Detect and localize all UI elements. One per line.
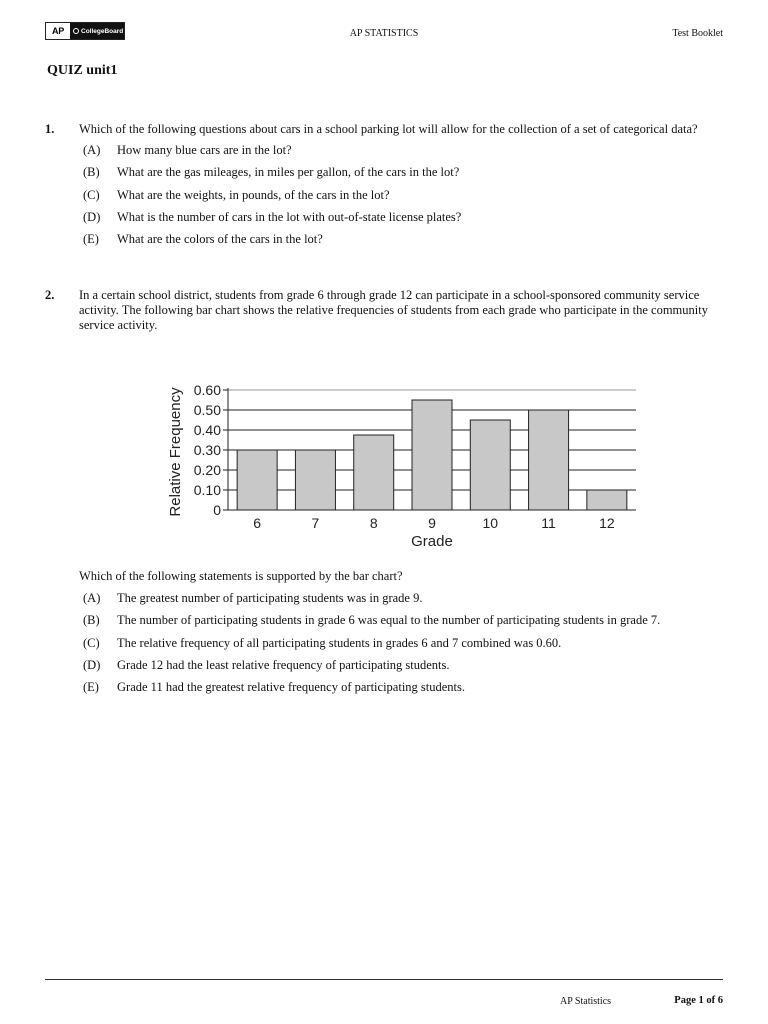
header-booklet-label: Test Booklet — [672, 28, 723, 39]
option-text: The number of participating students in grade 6 was equal to the number of participating students in grade 7. — [117, 613, 661, 628]
option-b[interactable] — [83, 613, 660, 635]
bar-chart-svg — [160, 372, 650, 554]
option-b[interactable] — [83, 165, 725, 187]
option-letter: (C) — [83, 187, 100, 202]
option-a[interactable] — [83, 143, 725, 165]
question-text: In a certain school district, students from grade 6 through grade 12 can participate in a school-sponsored community service activity. The following bar chart shows the relative frequencies of students from each grade who participate in the community service activity. — [79, 288, 708, 332]
y-tick-label: 0.30 — [193, 442, 221, 458]
option-text: Grade 11 had the greatest relative frequency of participating students. — [117, 680, 466, 695]
bar-grade-11 — [529, 410, 569, 510]
option-c[interactable] — [83, 636, 660, 658]
bar-chart — [160, 372, 650, 554]
question-number: 1. — [45, 122, 55, 136]
bar-grade-8 — [354, 435, 394, 510]
page-number: Page 1 of 6 — [674, 995, 723, 1006]
question-number: 2. — [45, 288, 55, 302]
option-e[interactable] — [83, 232, 725, 254]
option-text: The relative frequency of all participating students in grades 6 and 7 combined was 0.60. — [117, 635, 562, 650]
footer-subject: AP Statistics — [560, 996, 612, 1007]
option-text: The greatest number of participating students was in grade 9. — [117, 591, 423, 605]
bar-grade-10 — [470, 420, 510, 510]
option-letter: (C) — [83, 635, 100, 650]
answer-options — [83, 143, 725, 254]
y-tick-label: 0.20 — [193, 462, 221, 478]
option-text: How many blue cars are in the lot? — [117, 143, 292, 157]
chart-bars — [237, 400, 627, 510]
option-e[interactable] — [83, 680, 660, 702]
question-2-stem: Which of the following statements is supported by the bar chart? — [79, 569, 403, 583]
x-tick-label: 10 — [482, 515, 499, 531]
y-tick-label: 0.10 — [193, 482, 221, 498]
option-text: Grade 12 had the least relative frequency of participating students. — [117, 657, 450, 672]
option-c[interactable] — [83, 188, 725, 210]
page-header — [45, 20, 723, 44]
answer-options — [83, 591, 660, 702]
option-letter: (A) — [83, 143, 101, 157]
y-tick-label: 0.40 — [193, 422, 221, 438]
logo-ap-text: AP — [46, 23, 70, 39]
option-letter: (E) — [83, 232, 99, 247]
option-text: What is the number of cars in the lot with out-of-state license plates? — [117, 209, 462, 224]
x-tick-label: 6 — [253, 515, 262, 531]
question-2 — [45, 288, 725, 333]
bar-grade-6 — [237, 450, 277, 510]
y-tick-label: 0 — [213, 502, 221, 518]
option-letter: (D) — [83, 657, 101, 672]
y-axis-label: Relative Frequency — [167, 387, 184, 517]
option-letter: (B) — [83, 165, 100, 180]
option-d[interactable] — [83, 658, 660, 680]
bar-grade-12 — [587, 490, 627, 510]
option-letter: (B) — [83, 613, 100, 628]
bar-grade-7 — [295, 450, 335, 510]
option-a[interactable] — [83, 591, 660, 613]
x-tick-label: 9 — [428, 515, 436, 531]
x-tick-label: 11 — [541, 515, 556, 531]
x-axis-label: Grade — [411, 533, 453, 550]
option-text: What are the weights, in pounds, of the cars in the lot? — [117, 187, 390, 202]
option-letter: (A) — [83, 591, 101, 605]
option-text: What are the gas mileages, in miles per gallon, of the cars in the lot? — [117, 165, 460, 180]
y-tick-label: 0.50 — [193, 402, 221, 418]
bar-grade-9 — [412, 400, 452, 510]
x-tick-label: 12 — [599, 515, 615, 531]
logo-collegeboard-text: CollegeBoard — [81, 27, 124, 35]
option-letter: (E) — [83, 680, 99, 695]
question-text: Which of the following questions about cars in a school parking lot will allow for the collection of a set of categorical data? — [79, 122, 698, 136]
x-tick-label: 8 — [369, 515, 378, 531]
footer-divider — [45, 979, 723, 980]
option-letter: (D) — [83, 209, 101, 224]
question-1 — [45, 122, 725, 254]
x-tick-label: 7 — [311, 515, 320, 531]
quiz-title: QUIZ unit1 — [47, 63, 118, 78]
y-tick-label: 0.60 — [193, 382, 221, 398]
header-subject: AP STATISTICS — [349, 28, 419, 39]
option-text: What are the colors of the cars in the lot? — [117, 232, 323, 247]
option-d[interactable] — [83, 210, 725, 232]
